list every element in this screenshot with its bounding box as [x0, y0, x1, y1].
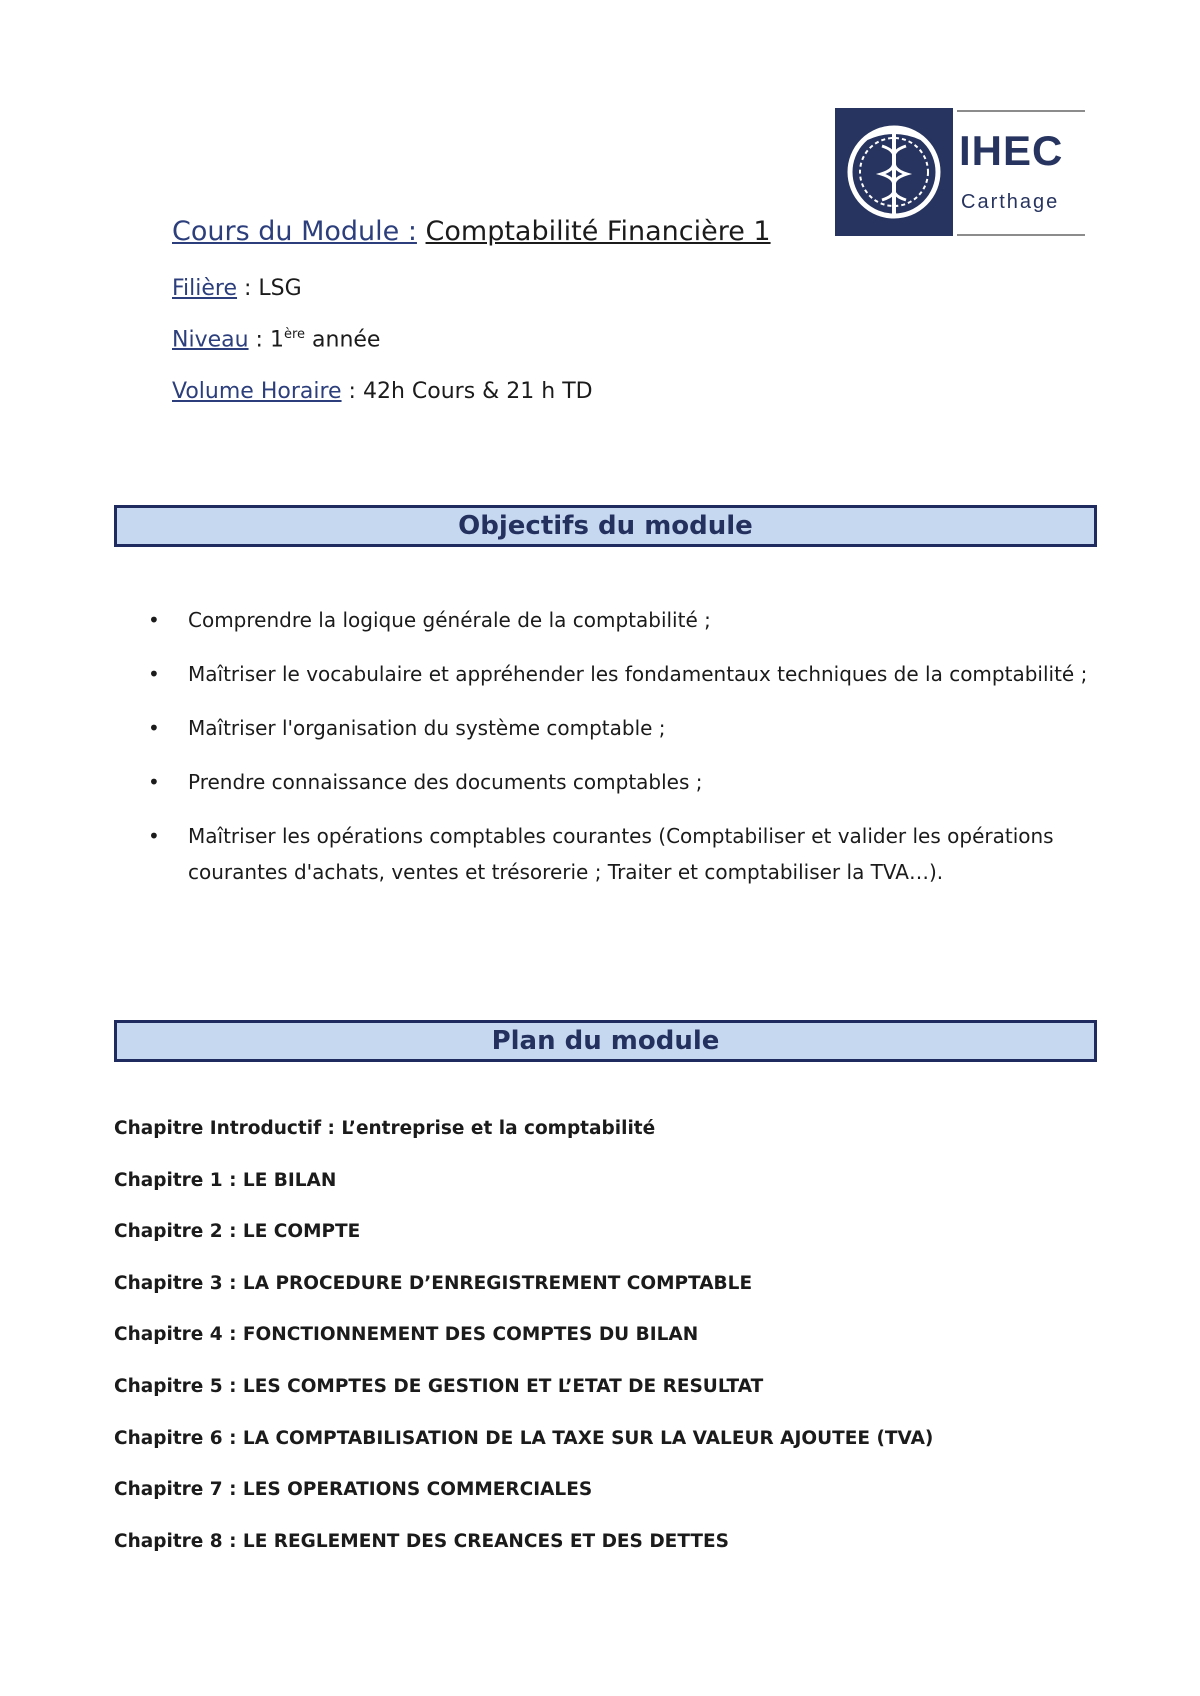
chapter-item: Chapitre 3 : LA PROCEDURE D’ENREGISTREMENT COMPTABLE: [114, 1272, 753, 1294]
course-title: [172, 216, 771, 247]
objective-text: Maîtriser le vocabulaire et appréhender les fondamentaux techniques de la comptabilité ;: [188, 662, 1088, 686]
chapter-item: Chapitre Introductif : L’entreprise et la comptabilité: [114, 1118, 656, 1139]
chapters-list: [114, 1116, 933, 1580]
course-value: Comptabilité Financière 1: [425, 216, 771, 247]
chapter-item: Chapitre 6 : LA COMPTABILISATION DE LA TAXE SUR LA VALEUR AJOUTEE (TVA): [114, 1427, 934, 1449]
bullet-icon: •: [148, 770, 160, 794]
logo-name: IHEC: [959, 127, 1064, 174]
objective-text: Comprendre la logique générale de la comptabilité ;: [188, 608, 711, 632]
bullet-icon: •: [148, 716, 160, 740]
logo-divider: [957, 110, 1085, 112]
objective-text: Prendre connaissance des documents comptables ;: [188, 770, 703, 794]
logo-divider: [957, 234, 1085, 236]
list-item: [148, 602, 1088, 638]
plan-heading: Plan du module: [114, 1020, 1097, 1062]
list-item: [148, 710, 1088, 746]
bullet-icon: •: [148, 662, 160, 686]
list-item: [148, 818, 1088, 890]
filiere-label: Filière: [172, 276, 238, 301]
niveau-value: : 1: [248, 327, 284, 353]
ihec-logo: [835, 108, 1085, 238]
chapter-item: Chapitre 8 : LE REGLEMENT DES CREANCES ET DES DETTES: [114, 1530, 729, 1552]
chapter-item: Chapitre 7 : LES OPERATIONS COMMERCIALES: [114, 1479, 593, 1501]
niveau-label: Niveau: [172, 327, 249, 353]
niveau-line: [172, 327, 380, 352]
objective-text: Maîtriser l'organisation du système comptable ;: [188, 716, 666, 740]
chapter-item: Chapitre 4 : FONCTIONNEMENT DES COMPTES DU BILAN: [114, 1324, 699, 1346]
course-label: Cours du Module :: [172, 216, 417, 247]
filiere-line: [172, 276, 302, 301]
logo-city: Carthage: [961, 191, 1060, 213]
objectives-heading: Objectifs du module: [114, 505, 1097, 547]
list-item: [148, 764, 1088, 800]
volume-value: : 42h Cours & 21 h TD: [341, 379, 593, 404]
chapter-item: Chapitre 2 : LE COMPTE: [114, 1221, 361, 1243]
volume-label: Volume Horaire: [172, 379, 342, 404]
caduceus-emblem-icon: [835, 108, 953, 236]
niveau-value-suffix: année: [305, 327, 381, 353]
chapter-item: Chapitre 5 : LES COMPTES DE GESTION ET L’ETAT DE RESULTAT: [114, 1375, 764, 1397]
niveau-superscript: ère: [283, 327, 306, 342]
volume-line: [172, 379, 593, 404]
objectives-list: [148, 602, 1088, 908]
list-item: [148, 656, 1088, 692]
bullet-icon: •: [148, 608, 160, 632]
chapter-item: Chapitre 1 : LE BILAN: [114, 1169, 337, 1191]
bullet-icon: •: [148, 824, 160, 848]
objective-text: Maîtriser les opérations comptables courantes (Comptabiliser et valider les opérations courantes d'achats, ventes et trésorerie ; Traiter et comptabiliser la TVA…).: [188, 824, 1054, 884]
filiere-value: : LSG: [237, 276, 302, 301]
